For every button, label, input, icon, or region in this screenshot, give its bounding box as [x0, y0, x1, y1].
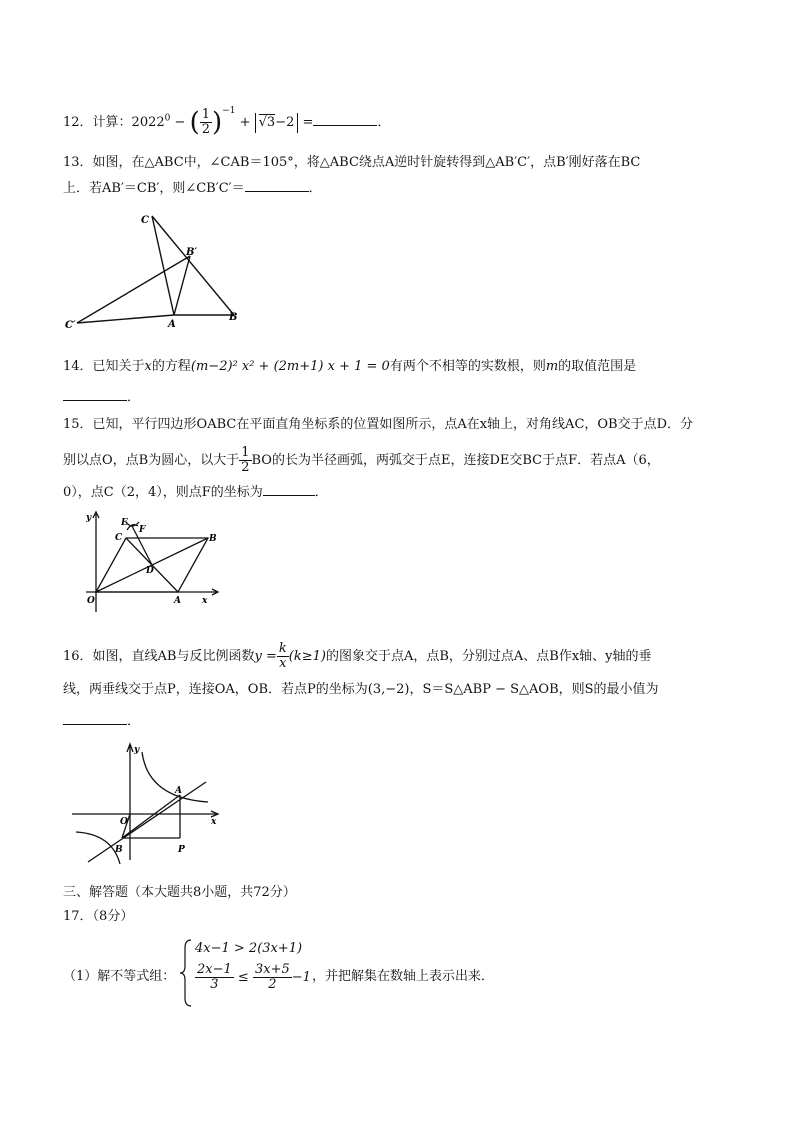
q15-label-B: B — [209, 534, 217, 544]
q16-text-a: 16．如图，直线AB与反比例函数 — [63, 649, 255, 664]
q15-label-O: O — [87, 596, 95, 606]
q15-line3 — [63, 483, 328, 502]
q16-hyperbola-left — [76, 832, 120, 864]
q16-line2: 线，两垂线交于点P，连接OA，OB．若点P的坐标为(3,−2)，S＝S△ABP − S△AOB，则S的最小值为 — [63, 682, 659, 697]
q14-text-d: 的取值范围是 — [558, 359, 637, 374]
q14-var-m: m — [545, 359, 559, 374]
q15-frac-num: 1 — [241, 445, 250, 460]
q16-label-B: B — [115, 845, 123, 855]
q12-fraction — [200, 108, 212, 137]
q16-line-AB — [88, 782, 206, 862]
q15-text-b: BO的长为半径画弧，两弧交于点E，连接DE交BC于点F．若点A（6， — [251, 453, 660, 468]
q16-condition: (k≥1) — [288, 649, 326, 664]
q13-label-Cp: C′ — [65, 320, 76, 331]
q16-text-b: 的图象交于点A，点B，分别过点A、点B作x轴、y轴的垂 — [325, 649, 652, 664]
q17-frac-right-num: 3x+5 — [254, 962, 290, 977]
q15-end: ． — [314, 485, 328, 500]
q16-end: ． — [127, 714, 141, 729]
q14-equation: (m−2)² x² + (2m+1) x + 1 = 0 — [190, 359, 390, 374]
q15-frac-den: 2 — [241, 460, 250, 475]
q12-abs-tail: −2 — [275, 115, 295, 130]
q16-label-y: y — [134, 745, 140, 755]
q16-y-eq: y = — [254, 649, 277, 664]
q16-fraction — [277, 642, 289, 671]
q15-label-D: D — [146, 566, 154, 576]
q17-frac-right-den: 2 — [268, 977, 277, 992]
q15-label-E: E — [121, 518, 128, 528]
q16-figure — [68, 740, 228, 866]
q17-frac-left-den: 3 — [210, 977, 219, 992]
q15-line2 — [63, 446, 660, 475]
q14-line1 — [63, 358, 636, 376]
q16-line3 — [63, 712, 140, 731]
q15-text-c: 0），点C（2，4），则点F的坐标为 — [63, 485, 263, 500]
q16-frac-num: k — [278, 641, 287, 656]
q12-label: 12．计算： — [63, 115, 132, 130]
q16-line1 — [63, 642, 652, 671]
q13-line1: 13．如图，在△ABC中，∠CAB＝105°，将△ABC绕点A逆时针旋转得到△AB′C′，点B′刚好落在BC — [63, 155, 641, 170]
q17-frac-left-num: 2x−1 — [197, 962, 232, 977]
q15-label-C: C — [115, 533, 123, 543]
q13-label-Bp: B′ — [186, 247, 198, 258]
q15-label-y: y — [86, 513, 92, 523]
q13-label-A: A — [168, 319, 176, 330]
q13-end: ． — [308, 181, 322, 196]
q16-label-P: P — [178, 845, 185, 855]
q14-line2 — [63, 388, 140, 407]
q12-abs — [255, 113, 299, 133]
q15-text-a: 别以点O，点B为圆心，以大于 — [63, 453, 240, 468]
q15-label-x: x — [202, 596, 208, 606]
q12-frac-num: 1 — [201, 107, 210, 122]
q17-ineq2 — [195, 963, 311, 992]
q12-answer-blank[interactable] — [313, 113, 377, 126]
q12-line — [63, 105, 391, 138]
q13-label-C: C — [141, 215, 149, 226]
q13-seg-CB — [152, 216, 234, 315]
q15-line1: 15．已知，平行四边形OABC在平面直角坐标系的位置如图所示，点A在x轴上，对角线AC，OB交于点D．分 — [63, 417, 694, 432]
q15-fraction — [239, 446, 251, 475]
q12-eq: = — [302, 115, 314, 130]
q16-frac-den: x — [279, 656, 287, 671]
q12-frac-den: 2 — [201, 122, 210, 137]
q13-label-B: B — [229, 312, 238, 323]
q15-label-F: F — [139, 525, 146, 535]
q17-part1-tail: ，并把解集在数轴上表示出来． — [312, 969, 495, 984]
q13-line2 — [63, 179, 322, 198]
q17-frac-left — [195, 963, 234, 992]
q13-figure — [62, 208, 252, 334]
q17-ineq2-tail: −1 — [291, 970, 311, 985]
q12-sqrt: √3 — [258, 115, 276, 130]
section3-title: 三、解答题（本大题共8小题，共72分） — [63, 885, 296, 900]
q12-paren-close: ) — [212, 107, 223, 138]
q15-figure — [66, 508, 228, 618]
q14-text-b: 的方程 — [151, 359, 191, 374]
q14-text-c: 有两个不相等的实数根，则 — [389, 359, 546, 374]
q14-var-x: x — [144, 359, 152, 374]
q12-minus: − — [174, 115, 186, 130]
q16-label-O: O — [120, 817, 128, 827]
q16-label-x: x — [211, 817, 217, 827]
q12-end: ． — [377, 115, 391, 130]
q17-part1-label: （1）解不等式组： — [63, 969, 176, 984]
q17-label: 17．（8分） — [63, 909, 134, 924]
q13-answer-blank[interactable] — [245, 179, 309, 192]
q14-answer-blank[interactable] — [63, 388, 127, 401]
q17-ineq1: 4x−1 > 2(3x+1) — [195, 941, 303, 956]
q14-end: ． — [127, 390, 141, 405]
q13-line2-text: 上．若AB′＝CB′，则∠CB′C′＝ — [63, 181, 245, 196]
q17-brace — [179, 938, 193, 1008]
q12-sqrt-arg: 3 — [266, 115, 276, 130]
q12-plus: + — [239, 115, 251, 130]
q13-seg-CpA — [77, 315, 174, 323]
q13-seg-CA — [152, 216, 174, 315]
q12-base: 2022 — [131, 115, 165, 130]
q16-label-A: A — [175, 786, 182, 796]
q17-rel: ≤ — [237, 970, 249, 985]
q12-exp-b: −1 — [222, 105, 236, 116]
q16-seg-OA — [122, 795, 180, 838]
q14-text-a: 14．已知关于 — [63, 359, 145, 374]
q15-answer-blank[interactable] — [263, 483, 315, 496]
q15-label-A: A — [174, 596, 181, 606]
q12-exp-a: 0 — [164, 113, 171, 124]
q17-frac-right — [253, 963, 292, 992]
q16-answer-blank[interactable] — [63, 712, 127, 725]
q12-paren-open: ( — [189, 107, 200, 138]
